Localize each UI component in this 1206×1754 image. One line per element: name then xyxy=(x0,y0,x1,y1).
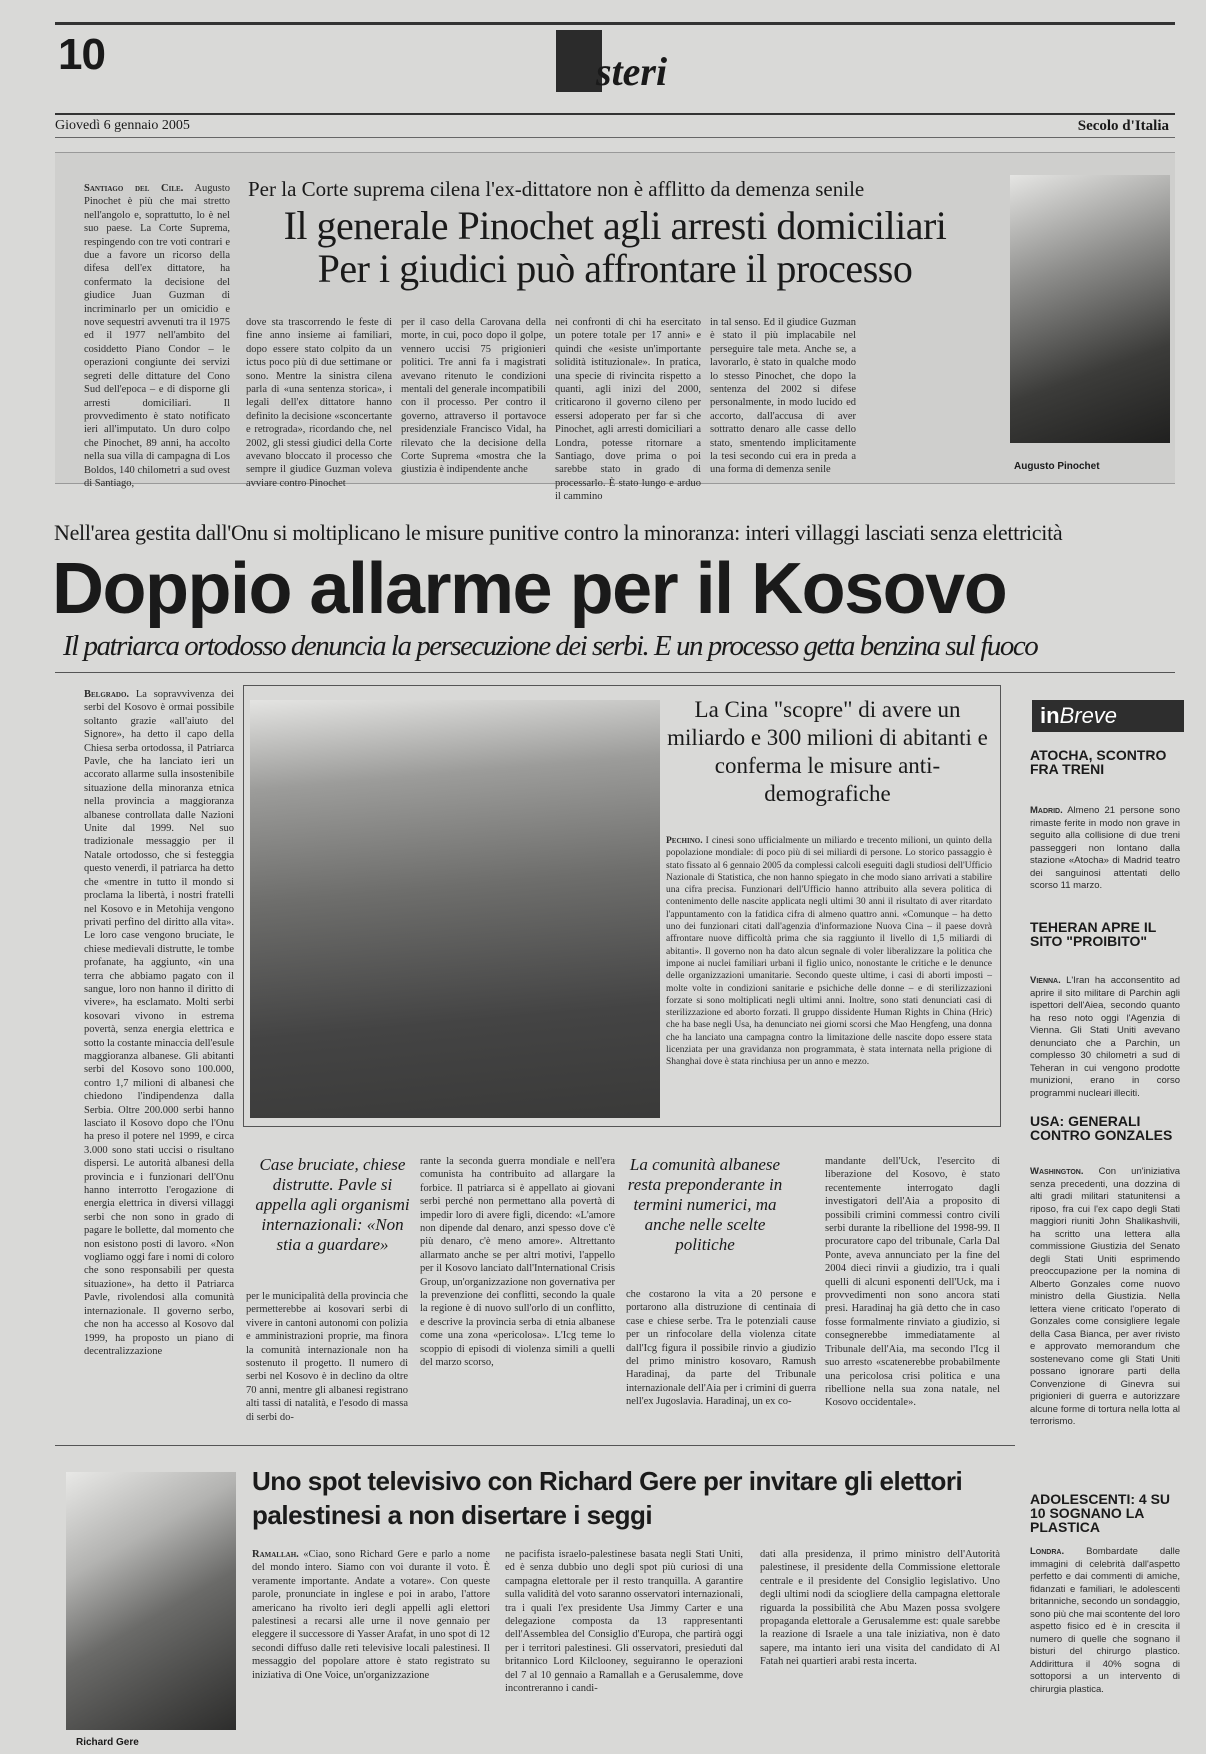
issue-date: Giovedì 6 gennaio 2005 xyxy=(55,118,190,133)
gere-column-3: dati alla presidenza, il primo ministro dell'Autorità palestinese, il presidente della Commissione elettorale centrale e il presidente del Consiglio legislativo. Uno degli ultimi nodi da sciogliere della campagna elettorale riguarda la possibilità che Abu Mazen possa svolgere propaganda elettorale a Gerusalemme est: quale sarebbe la reazione di Israele a una tale iniziativa, non è dato sapere, ma intanto ieri una visita del candidato di Al Fatah nei quartieri arabi resta incerta. xyxy=(760,1549,1000,1668)
kosovo-column-2: per le municipalità della provincia che permetterebbe ai kosovari serbi di vivere in cantoni autonomi con polizia e amministrazioni proprie, ma finora la comunità internazionale non ha sostenuto il progetto. Il numero di serbi nel Kosovo è in declino da oltre 70 anni, mentre gli albanesi registrano alti tassi di natalità, e l'esodo di massa di serbi do- xyxy=(246,1291,408,1423)
gere-column-2: ne pacifista israelo-palestinese basata negli Stati Uniti, ed è senza dubbio uno degli spot più curiosi di una campagna elettorale per il resto tranquilla. A garantire sulla validità del voto saranno osservatori internazionali, tra i quali l'ex presidente Usa Jimmy Carter e una delegazione composta da 13 rappresentanti dell'Assemblea del Consiglio d'Europa, che partirà oggi per i territori palestinesi. Gli osservatori, presieduti dal britannico Lord Kilclooney, seguiranno le operazioni del 7 al 10 gennaio a Ramallah e a Gerusalemme, dove incontreranno i candi- xyxy=(505,1549,743,1695)
in-breve-word: Breve xyxy=(1059,703,1118,728)
pinochet-subheadline: Per i giudici può affrontare il processo xyxy=(317,246,913,291)
children-photo xyxy=(250,700,660,1118)
brief-4-text: Bombardate dalle immagini di celebrità dall'aspetto perfetto e dai commenti di amiche, fidanzati e familiari, le adolescenti britanniche, secondo un sondaggio, sono più che mai scontente del loro aspetto fisico ed è in crescita il numero di quelle che sognano il bisturi del chirurgo plastico. Addirittura il 40% sogna di sottoporsi a un intervento di chirurgia plastica. xyxy=(1030,1546,1181,1695)
gere-photo xyxy=(66,1472,236,1730)
page-number: 10 xyxy=(58,30,105,79)
section-title xyxy=(556,30,667,92)
pinochet-column-4: nei confronti di chi ha esercitato un potere totale per 17 anni» e quindi che «esiste un'importante solidità istituzionale». In pratica, una specie di rivincita rispetto a quanti, agli inizi del 2000, criticarono il governo cileno per essersi adoperato per far sì che Pinochet, agli arresti domiciliari a Londra, potesse ritornare a Santiago, dove prima o poi sarebbe stato in grado di processarlo. È stato lungo e arduo il cammino xyxy=(555,317,701,503)
brief-1-body xyxy=(1030,805,1180,915)
kosovo-subheadline: Il patriarca ortodosso denuncia la persecuzione dei serbi. E un processo getta benzina sul fuoco xyxy=(63,630,1038,662)
kosovo-column-4: che costarono la vita a 20 persone e portarono alla distruzione di centinaia di case e chiese serbe. Tra le potenziali cause per un rinfocolare della violenza citate dall'Icg figura il possibile rinvio a giudizio del primo ministro kosovaro, Ramush Haradinaj, da parte del Tribunale internazionale dell'Aia per i crimini di guerra nell'ex Jugoslavia. Haradinaj, un ex co- xyxy=(626,1289,816,1408)
gere-photo-caption: Richard Gere xyxy=(76,1737,139,1748)
gere-rule xyxy=(55,1445,1015,1446)
kosovo-column-1 xyxy=(84,688,234,1408)
gere-column-1 xyxy=(252,1548,490,1744)
kosovo-column-3: rante la seconda guerra mondiale e nell'era comunista ha contribuito ad allargare la forbice. Il patriarca si è appellato ai giovani serbi perché non permettano alla povertà di impedir loro di avere figli, dicendo: «L'amore non dipende dal denaro, anzi spesso dove c'è più denaro, c'è meno amore». Altrettanto allarmato anche se per altri motivi, l'appello per il Kosovo lanciato dall'International Crisis Group, un'organizzazione non governativa per la prevenzione dei conflitti, secondo la quale la regione è di nuovo sull'orlo di un conflitto, e descrive la provincia serba di etnia albanese come una zona «pericolosa». L'Icg teme lo scoppio di episodi di violenza simili a quelli del marzo scorso, xyxy=(420,1156,615,1369)
paper-name: Secolo d'Italia xyxy=(1077,117,1169,134)
pinochet-photo xyxy=(1010,175,1170,443)
brief-1-dateline: Madrid. xyxy=(1030,805,1063,816)
pinochet-column-6 xyxy=(865,316,997,480)
pinochet-photo-caption: Augusto Pinochet xyxy=(1014,461,1100,472)
top-rule xyxy=(55,22,1175,25)
pinochet-body-1: Augusto Pinochet è più che mai stretto nell'angolo e, soprattutto, lo è nel suo paese. La Corte Suprema, respingendo con tre voti contrari e due a favore un ricorso della difesa dell'ex dittatore, ha confermato la decisione del giudice Juan Guzman di incriminarlo per un omicidio e nove sequestri avvenuti tra il 1975 ed il 1977 nell'ambito del cosiddetto Piano Condor – le operazioni congiunte dei servizi segreti delle dittature del Cono Sud dell'epoca – e di disporne gli arresti domiciliari. Il provvedimento è stato notificato ieri all'imputato. Un duro colpo che Pinochet, 89 anni, ha accolto nella sua villa di campagna di Los Boldos, 140 chilometri a sud ovest di Santiago, xyxy=(84,183,231,489)
pinochet-column-2: dove sta trascorrendo le feste di fine anno insieme ai familiari, dopo essere stato colpito da un ictus poco più di due settimane or sono. Mentre la sinistra cilena parla di «una sentenza storica», i legali dell'ex dittatore hanno definito la decisione «sconcertante e retrograda», ricordando che, nel 2002, gli stessi giudici della Corte avevano bloccato il processo che sempre il giudice Guzman voleva avviare contro Pinochet xyxy=(246,317,392,489)
brief-4-body xyxy=(1030,1546,1180,1736)
pinochet-column-5: in tal senso. Ed il giudice Guzman è stato il più implacabile nel perseguire tale meta. Anche se, a lavorarlo, è stato in qualche modo lo stesso Pinochet, che dopo la sentenza del 2002 si difese personalmente, in modo lucido ed accorto, dall'accusa di aver sottratto denaro alle casse dello stato, smentendo implicitamente la tesi secondo cui era in preda a una forma di demenza senile xyxy=(710,317,856,476)
kosovo-rule xyxy=(55,672,1175,673)
china-body xyxy=(666,835,992,1119)
brief-2-text: L'Iran ha acconsentito ad aprire il sito militare di Parchin agli ispettori dell'Aiea, secondo quanto ha reso noto oggi l'Agenzia di Vienna. Gli Stati Uniti avevano denunciato che a Parchin, un complesso 30 chilometri a sud di Teheran in cui vengono prodotte munizioni, erano in corso programmi nucleari illeciti. xyxy=(1030,975,1181,1099)
pinochet-kicker: Per la Corte suprema cilena l'ex-dittatore non è afflitto da demenza senile xyxy=(248,177,865,201)
pinochet-headline-main: Il generale Pinochet agli arresti domiciliari xyxy=(283,203,947,248)
brief-4-title: ADOLESCENTI: 4 SU 10 SOGNANO LA PLASTICA xyxy=(1030,1491,1171,1535)
kosovo-pullquote-1: Case bruciate, chiese distrutte. Pavle si appella agli organismi internazionali: «Non stia a guardare» xyxy=(255,1155,410,1254)
brief-1-text: Almeno 21 persone sono rimaste ferite in modo non grave in seguito alla collisione di due treni passeggeri non lontano dalla stazione «Atocha» di Madrid teatro dei sanguinosi attentati dello scorso 11 marzo. xyxy=(1030,805,1180,891)
gere-headline: Uno spot televisivo con Richard Gere per invitare gli elettori palestinesi a non disertare i seggi xyxy=(252,1466,963,1530)
kosovo-column-5: mandante dell'Uck, l'esercito di liberazione del Kosovo, è stato recentemente interrogato dagli investigatori dell'Aia a proposito di possibili crimini commessi contro civili serbi durante la ribellione del 1998-99. Il procuratore capo del tribunale, Carla Dal Ponte, aveva annunciato per la fine del 2004 dieci rinvii a giudizio, tra i quali quelli di alcuni esponenti dell'Uck, ma i provvedimenti non sono ancora stati presi. Haradinaj ha già detto che in caso fosse formalmente rinviato a giudizio, si consegnerebbe immediatamente al Tribunale dell'Aia, ma secondo l'Icg il suo arresto «scatenerebbe probabilmente una pericolosa crisi politica e una ribellione nella sua zona natale, nel Kosovo occidentale». xyxy=(825,1156,1000,1409)
gere-body-1: «Ciao, sono Richard Gere e parlo a nome del mondo intero. Siamo con voi durante il voto. È veramente importante. Andate a votare». Con queste parole, pronunciate in inglese e poi in arabo, l'attore americano ha rivolto ieri degli appelli agli elettori palestinesi a recarsi alle urne il nove gennaio per eleggere il successore di Yasser Arafat, in uno spot di 12 secondi diffuso dalle reti televisive locali palestinesi. Il messaggio del popolare attore è stato registrato su iniziativa di One Voice, un'organizzazione xyxy=(252,1549,491,1681)
brief-3-text: Con un'iniziativa senza precedenti, una dozzina di alti gradi militari statunitensi a riposo, fra cui l'ex capo degli Stati maggiori riuniti John Shalikashvili, ha scritto una lettera alla commissione Giustizia del Senato degli Stati Uniti esprimendo preoccupazione per la nomina di Alberto Gonzales come nuovo ministro della Giustizia. Nella lettera viene criticato l'operato di Gonzales come consigliere legale della Casa Bianca, per aver rivisto e approvato memorandum che sostenevano come gli Stati Uniti possano ignorare parti della Convenzione di Ginevra sui prigionieri di guerra e autorizzare alcune forme di tortura nella lotta al terrorismo. xyxy=(1030,1166,1180,1427)
kosovo-pullquote-2: La comunità albanese resta preponderante in termini numerici, ma anche nelle scelte politiche xyxy=(627,1155,783,1254)
gere-dateline: Ramallah. xyxy=(252,1549,299,1560)
kosovo-headline: Doppio allarme per il Kosovo xyxy=(52,549,1007,629)
china-body-text: I cinesi sono ufficialmente un miliardo e trecento milioni, un quinto della popolazione mondiale: di poco più di sei miliardi di persone. Lo storico passaggio è stato fissato al 6 gennaio 2005 da complessi calcoli eseguiti dagli studiosi dell'Ufficio Nazionale di Statistica, che non hanno spiegato in che modo siano arrivati a stabilire una cifra precisa. Funzionari dell'Ufficio hanno attribuito alla severa politica di contenimento delle nascite applicata negli ultimi 30 anni il risultato di aver ritardato l'appuntamento con la fatidica cifra di almeno quattro anni. «Comunque – ha detto uno dei funzionari citati dall'agenzia d'informazione Nuova Cina – il paese dovrà affrontare nuove difficoltà prima che sia raggiunto il livello di 1,5 miliardi di abitanti». Il governo non ha dato alcun segnale di voler liberalizzare la politica che impone ai nuclei familiari urbani il figlio unico, nonostante le critiche e le denunce delle organizzazioni umanitarie. Secondo queste ultime, i casi di aborti imposti – molte volte in condizioni sanitarie e psichiche delle donne – e di sterilizzazioni forzate si sono moltiplicati negli ultimi anni. Inoltre, sono stati denunciati casi di sterilizzazione ed aborto forzati. Il gruppo dissidente Human Rights in China (Hric) che ha base negli Usa, ha denunciato nei giorni scorsi che Mao Hengfeng, una donna che ha lanciato una campagna contro la limitazione delle nascite dopo essere stata licenziata per una gravidanza non programmata, è stata internata nella prigione di Shanghai dove è stata rinchiusa per un anno e mezzo. xyxy=(666,836,992,1068)
pinochet-dateline: Santiago del Cile. xyxy=(84,183,184,194)
kosovo-dateline: Belgrado. xyxy=(84,689,130,700)
china-dateline: Pechino. xyxy=(666,836,703,846)
brief-2-body xyxy=(1030,975,1181,1099)
brief-1-title: ATOCHA, SCONTRO FRA TRENI xyxy=(1030,747,1167,777)
brief-3-dateline: Washington. xyxy=(1030,1166,1084,1177)
kosovo-kicker: Nell'area gestita dall'Onu si moltiplicano le misure punitive contro la minoranza: interi villaggi lasciati senza elettricità xyxy=(54,520,1063,545)
pinochet-column-3: per il caso della Carovana della morte, in cui, poco dopo il golpe, vennero uccisi 75 prigionieri politici. Tre anni fa i magistrati avevano ritenuto le condizioni mentali del generale incompatibili con il processo. Per contro il governo, attraverso il portavoce presidenziale Francisco Vidal, ha rilevato che la decisione della Corte Suprema «mostra che la giustizia è indipendente anche xyxy=(401,317,546,476)
brief-2-title: TEHERAN APRE IL SITO "PROIBITO" xyxy=(1030,919,1157,949)
in-breve-header xyxy=(1032,700,1184,732)
pinochet-column-1 xyxy=(84,182,231,489)
brief-4-dateline: Londra. xyxy=(1030,1546,1065,1557)
brief-3-title: USA: GENERALI CONTRO GONZALES xyxy=(1030,1113,1173,1143)
china-headline: La Cina "scopre" di avere un miliardo e 300 milioni di abitanti e conferma le misure anti-demografiche xyxy=(667,697,988,806)
dateline-bar xyxy=(55,113,1175,138)
brief-2-dateline: Vienna. xyxy=(1030,975,1061,986)
section-title-text: steri xyxy=(596,49,668,94)
in-breve-prefix: in xyxy=(1040,703,1060,728)
pinochet-headline xyxy=(240,204,990,290)
brief-3-body xyxy=(1030,1166,1180,1484)
kosovo-body-1: La sopravvivenza dei serbi del Kosovo è ormai possibile soltanto grazie «all'aiuto del Signore», ha detto il capo della Chiesa serba ortodossa, il Patriarca Pavle, che ha lanciato ieri un accorato allarme sulla insostenibile situazione della minoranza etnica nella provincia a maggioranza albanese controllata dalle Nazioni Unite dal 1999. Nel suo tradizionale messaggio per il Natale ortodosso, che si festeggia questo venerdì, il patriarca ha detto che «mentre in tutto il mondo si proclama la libertà, i nostri fratelli nel Kosovo e in Metohija vengono privati perfino del diritto alla vita». Le loro case vengono bruciate, le chiese medievali distrutte, le tombe profanate, ha aggiunto, «in una terra che abbiamo pagato con il sangue, loro non hanno il diritto di vivere», ha esclamato. Molti serbi kosovari vivono in estrema povertà, senza energia elettrica e sotto la costante minaccia dell'esule maggioranza albanese. Gli abitanti serbi del Kosovo sono 100.000, contro 1,7 milioni di albanesi che chiedono l'indipendenza dalla Serbia. Oltre 200.000 serbi hanno lasciato il Kosovo dopo che l'Onu ha preso il potere nel 1999, e circa 3.000 sono stati uccisi o risultano dispersi. Le autorità albanesi della provincia e i funzionari dell'Onu hanno interrotto l'erogazione di energia elettrica in diversi villaggi serbi che non sono in grado di pagare le bollette, dal momento che non esistono posti di lavoro. «Non vogliamo oggi fare i nomi di coloro che sono responsabili per questa situazione», ha detto il Patriarca Pavle, rivolendosi alla comunità internazionale. Il governo serbo, che non ha accesso al Kosovo dal 1999, ha proposto un piano di decentralizzazione xyxy=(84,689,235,1357)
